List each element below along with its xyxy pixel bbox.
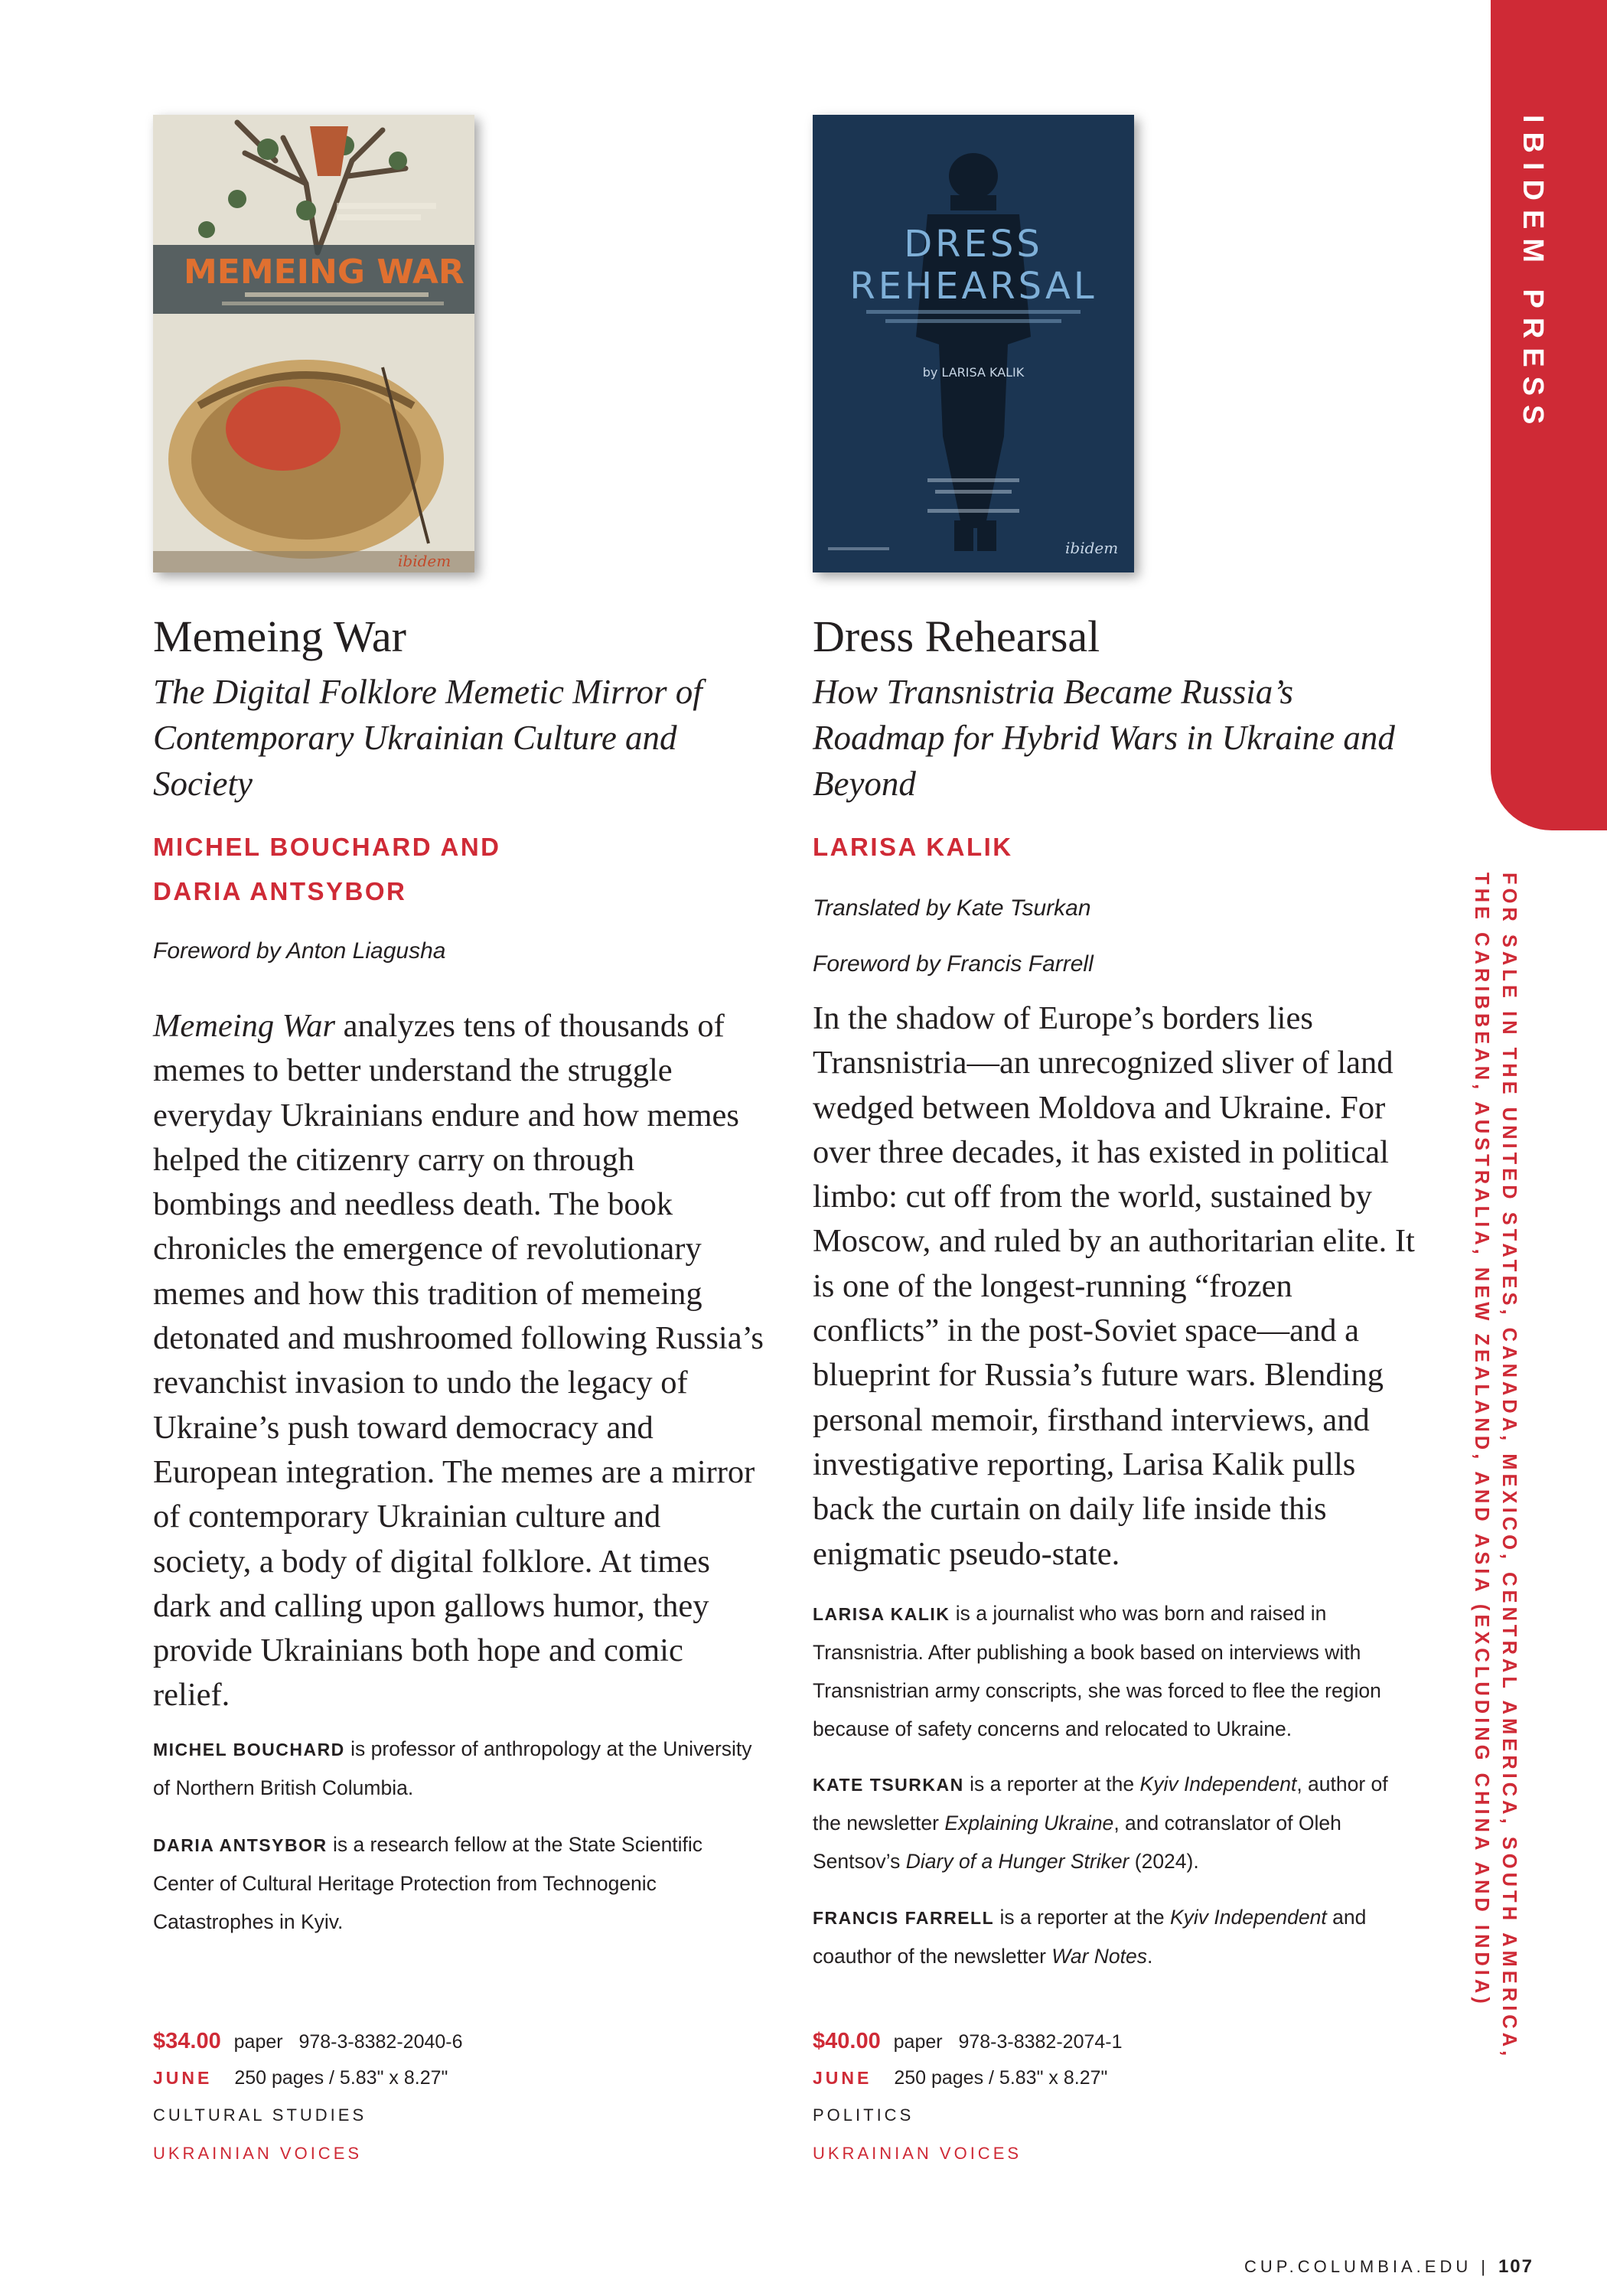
bio-text: is a research fellow at the State Scientific Center of Cultural Heritage Protection from Technogenic Catastrophes in Kyiv. — [153, 1833, 703, 1933]
publication-name: Kyiv Independent — [1169, 1906, 1327, 1929]
foreword-credit: Foreword by Anton Liagusha — [153, 938, 446, 964]
isbn: 978-3-8382-2040-6 — [298, 2031, 463, 2053]
page-number: 107 — [1498, 2256, 1534, 2277]
description-text: analyzes tens of thousands of memes to better understand the struggle everyday Ukrainians endure and how memes helped the citizenry carry on through bombings and needless death. The book chronicles the emergence of revolutionary memes and how this tradition of memeing detonated and mushroomed following Russia’s revanchist invasion to undo the legacy of Ukraine’s push toward democracy and European integration. The memes are a mirror of contemporary Ukrainian culture and society, a body of digital folklore. At times dark and calling upon gallows humor, they provide Ukrainians both hope and comic relief. — [153, 1008, 764, 1714]
sale-territory-notice — [1468, 872, 1523, 2060]
price: $34.00 — [153, 2029, 221, 2053]
author-line-1: MICHEL BOUCHARD AND — [153, 833, 501, 861]
sale-territory-line-1: FOR SALE IN THE UNITED STATES, CANADA, MEXICO, CENTRAL AMERICA, SOUTH AMERICA, — [1498, 872, 1520, 2060]
book-authors — [153, 825, 501, 914]
cover-imprint: ibidem — [1065, 539, 1119, 557]
cover-imprint-memeing-war: ibidem — [398, 552, 451, 570]
bio-text: , and cotranslator of Oleh Sentsov’s — [813, 1812, 1341, 1873]
cover-title-line-2: REHEARSAL — [849, 265, 1097, 308]
bio-name: KATE TSURKAN — [813, 1775, 964, 1795]
footer-separator: | — [1481, 2257, 1489, 2276]
cover-title-line-1: DRESS — [904, 223, 1043, 266]
cover-author: by LARISA KALIK — [922, 365, 1025, 380]
bio-text: is a journalist who was born and raised in Transnistria. After publishing a book based on interviews with Transnistrian army conscripts, she was forced to flee the region because of safety concerns and relocated to Ukraine. — [813, 1602, 1381, 1740]
page-footer — [1244, 2256, 1534, 2278]
book-cover-memeing-war[interactable] — [153, 115, 474, 572]
author-line-1: LARISA KALIK — [813, 833, 1013, 861]
subject-category: CULTURAL STUDIES — [153, 2105, 367, 2125]
footer-website[interactable]: CUP.COLUMBIA.EDU — [1244, 2257, 1472, 2276]
bio-text: . — [1146, 1945, 1153, 1968]
publisher-tab-label: IBIDEM PRESS — [1517, 115, 1549, 434]
publication-name: Kyiv Independent — [1139, 1773, 1297, 1795]
book-description: In the shadow of Europe’s borders lies Transnistria—an unrecognized sliver of land wedged between Moldova and Ukraine. For over three decades, it has existed in political limbo: cut off from the world, sustained by Moscow, and ruled by an authoritarian elite. It is one of the longest-running “frozen conflicts” in the post-Soviet space—and a blueprint for Russia’s future wars. Blending personal memoir, firsthand interviews, and investigative reporting, Larisa Kalik pulls back the curtain on daily life inside this enigmatic pseudo-state. — [813, 1000, 1415, 1572]
series-name: UKRAINIAN VOICES — [813, 2144, 1022, 2163]
publication-info — [153, 2067, 448, 2089]
book-cover-dress-rehearsal[interactable] — [813, 115, 1134, 572]
bio-name: MICHEL BOUCHARD — [153, 1740, 345, 1760]
price-info — [153, 2029, 463, 2054]
bio-name: DARIA ANTSYBOR — [153, 1835, 328, 1855]
book-title: Memeing War — [153, 612, 406, 661]
book-subtitle: How Transnistria Became Russia’s Roadmap for Hybrid Wars in Ukraine and Beyond — [813, 673, 1395, 803]
book-name: Diary of a Hunger Striker — [905, 1850, 1129, 1873]
book-subtitle: The Digital Folklore Memetic Mirror of Contemporary Ukrainian Culture and Society — [153, 673, 702, 803]
series-name: UKRAINIAN VOICES — [153, 2144, 363, 2163]
format: paper — [233, 2031, 283, 2053]
author-bio-bouchard — [153, 1730, 758, 1807]
publication-month: JUNE — [813, 2068, 872, 2088]
newsletter-name: War Notes — [1051, 1945, 1147, 1968]
translator-bio-tsurkan — [813, 1765, 1410, 1880]
sale-territory-line-2: THE CARIBBEAN, AUSTRALIA, NEW ZEALAND, AND ASIA (EXCLUDING CHINA AND INDIA) — [1471, 872, 1492, 2007]
bio-text: is a reporter at the — [994, 1906, 1170, 1929]
bio-name: FRANCIS FARRELL — [813, 1908, 995, 1928]
book-title: Dress Rehearsal — [813, 612, 1100, 661]
bio-text: (2024). — [1129, 1850, 1199, 1873]
author-bio-antsybor — [153, 1825, 750, 1941]
book-specs: 250 pages / 5.83" x 8.27" — [234, 2067, 448, 2089]
foreword-credit: Foreword by Francis Farrell — [813, 951, 1094, 977]
publication-month: JUNE — [153, 2068, 213, 2088]
price: $40.00 — [813, 2029, 881, 2053]
cover-illustration-memeing-war — [153, 115, 474, 572]
author-bio-kalik — [813, 1594, 1410, 1748]
newsletter-name: Explaining Ukraine — [944, 1812, 1114, 1835]
book-description — [153, 1004, 765, 1718]
foreword-bio-farrell — [813, 1898, 1410, 1975]
price-info — [813, 2029, 1123, 2054]
format: paper — [893, 2031, 943, 2053]
book-authors — [813, 825, 1013, 869]
book-specs: 250 pages / 5.83" x 8.27" — [894, 2067, 1108, 2089]
publisher-tab — [1491, 0, 1607, 830]
subject-category: POLITICS — [813, 2105, 914, 2125]
bio-text: and coauthor of the newsletter — [813, 1906, 1367, 1968]
bio-text: , author of the newsletter — [813, 1773, 1388, 1835]
isbn: 978-3-8382-2074-1 — [958, 2031, 1123, 2053]
author-line-2: DARIA ANTSYBOR — [153, 877, 407, 905]
bio-name: LARISA KALIK — [813, 1604, 950, 1624]
translator-credit: Translated by Kate Tsurkan — [813, 895, 1091, 921]
cover-title-memeing-war: MEMEING WAR — [184, 253, 464, 292]
description-title-lead: Memeing War — [153, 1008, 336, 1044]
cover-illustration-dress-rehearsal — [813, 115, 1134, 572]
publication-info — [813, 2067, 1107, 2089]
bio-text: is professor of anthropology at the University of Northern British Columbia. — [153, 1737, 752, 1799]
bio-text: is a reporter at the — [963, 1773, 1140, 1795]
